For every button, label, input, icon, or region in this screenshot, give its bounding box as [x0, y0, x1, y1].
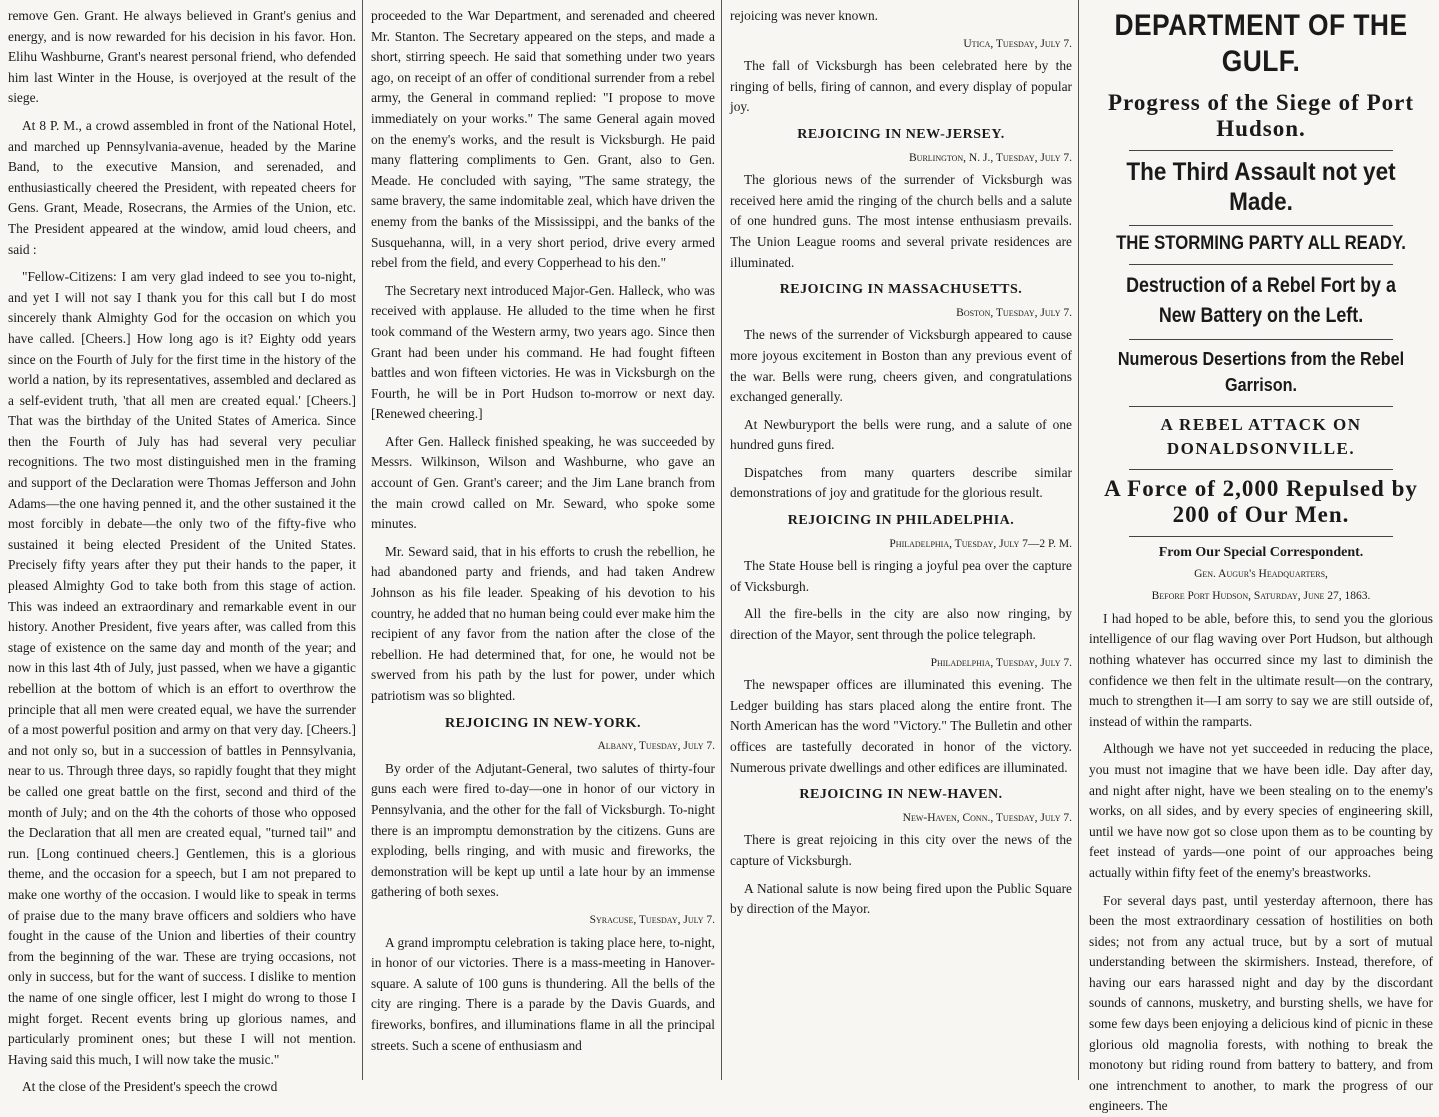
headline: Progress of the Siege of Port Hudson.: [1089, 90, 1433, 142]
article-paragraph: The fall of Vicksburgh has been celebrated here by the ringing of bells, firing of cannon, and every display of popular joy.: [730, 56, 1072, 118]
dateline: Philadelphia, Tuesday, July 7.: [730, 653, 1072, 674]
dateline: Albany, Tuesday, July 7.: [371, 736, 715, 757]
dateline: Before Port Hudson, Saturday, June 27, 1863.: [1089, 586, 1433, 607]
dateline: Burlington, N. J., Tuesday, July 7.: [730, 148, 1072, 169]
article-paragraph: Dispatches from many quarters describe similar demonstrations of joy and gratitude for the glorious result.: [730, 463, 1072, 504]
department-headline: DEPARTMENT OF THE GULF.: [1110, 8, 1413, 80]
article-paragraph: At the close of the President's speech the crowd: [8, 1077, 356, 1098]
headline-divider: [1129, 469, 1393, 470]
article-paragraph: A grand impromptu celebration is taking place here, to-night, in honor of our victories. There is a mass-meeting in Hanover-square. A salute of 100 guns is thundering. All the bells of the city are ringing. There is a parade by the Davis Guards, and fireworks, bonfires, and illuminations flame in all the principal streets. Such a scene of enthusiasm and: [371, 933, 715, 1057]
article-paragraph: The State House bell is ringing a joyful pea over the capture of Vicksburgh.: [730, 556, 1072, 597]
article-paragraph: At 8 P. M., a crowd assembled in front of the National Hotel, and marched up Pennsylvania-avenue, headed by the Marine Band, to the executive Mansion, and serenaded, and enthusiastically cheered the President, with repeated cheers for Gens. Grant, Meade, Rosecrans, the Armies of the Union, etc. The President appeared at the window, amid loud cheers, and said :: [8, 116, 356, 260]
headline: A Force of 2,000 Repulsed by 200 of Our Men.: [1089, 476, 1433, 528]
column-2: [363, 0, 721, 1080]
dateline: Philadelphia, Tuesday, July 7—2 P. M.: [730, 534, 1072, 555]
article-paragraph: rejoicing was never known.: [730, 6, 1072, 27]
dateline: Gen. Augur's Headquarters,: [1089, 564, 1433, 585]
headline: THE STORMING PARTY ALL READY.: [1110, 232, 1413, 256]
section-heading: REJOICING IN NEW-YORK.: [371, 714, 715, 735]
headline-divider: [1129, 339, 1393, 340]
article-paragraph: The news of the surrender of Vicksburgh appeared to cause more joyous excitement in Boston than any previous event of the war. Bells were rung, cheers given, and congratulations exchanged generally.: [730, 325, 1072, 407]
section-heading: REJOICING IN NEW-HAVEN.: [730, 785, 1072, 806]
article-paragraph: At Newburyport the bells were rung, and a salute of one hundred guns fired.: [730, 415, 1072, 456]
article-paragraph: A National salute is now being fired upon the Public Square by direction of the Mayor.: [730, 879, 1072, 920]
article-paragraph: I had hoped to be able, before this, to send you the glorious intelligence of our flag waving over Port Hudson, but although nothing whatever has occurred since my last to diminish the confidence we then felt in the ultimate result—on the contrary, much to strengthen it—I am sorry to say we are still outside of, instead of within the ramparts.: [1089, 609, 1433, 733]
headline-divider: [1129, 150, 1393, 151]
column-3: [722, 0, 1078, 1080]
speech-paragraph: "Fellow-Citizens: I am very glad indeed to see you to-night, and yet I will not say I thank you for this call but I do most sincerely thank Almighty God for the occasion on which you have called. [Cheers.] How long ago is it? Eighty odd years since on the Fourth of July for the first time in the history of the world a nation, by its representatives, assembled and declared as a self-evident truth, 'that all men are created equal.' [Cheers.] That was the birthday of the United States of America. Since then the Fourth of July has had several very peculiar recognitions. The two most distinguished men in the framing and support of the Declaration were Thomas Jefferson and John Adams—the one having penned it, and the other sustained it the most forcibly in debate—the only two of the fifty-five who sustained it being elected President of the United States. Precisely fifty years after they put their hands to the paper, it pleased Almighty God to take both from this stage of action. This was indeed an extraordinary and remarkable event in our history. Another President, five years after, was called from this stage of existence on the same day and month of the year; and now in this last 4th of July, just passed, when we have a gigantic rebellion at the bottom of which is an effort to overthrow the principle that all men were created equal, we have the surrender of a most powerful position and army on that very day. [Cheers.] and not only so, but in a succession of battles in Pennsylvania, near to us. Through three days, so rapidly fought that they might be called one great battle on the first, second and third of the month of July; and on the 4th the cohorts of those who opposed the Declaration that all men are created equal, "turned tail" and run. [Long continued cheers.] Gentlemen, this is a glorious theme, and the occasion for a speech, but I am not prepared to make one worthy of the occasion. I would like to speak in terms of praise due to the many brave officers and soldiers who have fought in the cause of the Union and liberties of their country from the beginning of the war. These are trying occasions, not only in success, but for the want of success. I dislike to mention the name of one single officer, lest I might do wrong to those I might forget. Recent events bring up glorious names, and particularly prominent ones; but these I will not mention. Having said this much, I will now take the music.": [8, 267, 356, 1070]
article-paragraph: proceeded to the War Department, and serenaded and cheered Mr. Stanton. The Secretary appeared on the steps, and made a short, stirring speech. He said that something under two years ago, on receipt of an offer of conditional surrender from a rebel army, the General in command replied: "I propose to move immediately on your works." The same General again moved on the enemy's works, and the result is Vicksburgh. He paid many flattering compliments to Gen. Grant, also to Gen. Meade. He concluded with saying, "The same strategy, the same bravery, the same indomitable zeal, which have driven the enemy from the banks of the Mississippi, and the banks of the Susquehanna, will, in a very short period, drive every armed rebel from the field, and every Copperhead to his den.": [371, 6, 715, 274]
article-paragraph: By order of the Adjutant-General, two salutes of thirty-four guns each were fired to-day—one in honor of our victory in Pennsylvania, and the other for the fall of Vicksburgh. To-night there is an impromptu demonstration by the citizens. Guns are exploding, bells ringing, and with music and fireworks, the demonstration will be kept up until a late hour by an immense gathering of both sexes.: [371, 759, 715, 903]
column-1: [0, 0, 362, 1080]
dateline: Syracuse, Tuesday, July 7.: [371, 910, 715, 931]
headline-divider: [1129, 225, 1393, 226]
column-4: [1079, 0, 1439, 1080]
article-paragraph: There is great rejoicing in this city over the news of the capture of Vicksburgh.: [730, 830, 1072, 871]
article-paragraph: Mr. Seward said, that in his efforts to crush the rebellion, he had abandoned party and friends, and had taken Andrew Johnson as his file leader. Speaking of his devotion to his country, he added that no human being could ever make him the recipient of any favor from the nation after the close of the rebellion. He had determined that, for one, he would not be swerved from his path by the lust for power, under which patriotism was so blighted.: [371, 542, 715, 707]
article-paragraph: All the fire-bells in the city are also now ringing, by direction of the Mayor, sent through the police telegraph.: [730, 604, 1072, 645]
dateline: New-Haven, Conn., Tuesday, July 7.: [730, 808, 1072, 829]
headline-divider: [1129, 536, 1393, 537]
dateline: Utica, Tuesday, July 7.: [730, 34, 1072, 55]
dateline: Boston, Tuesday, July 7.: [730, 303, 1072, 324]
headline-divider: [1129, 406, 1393, 407]
article-paragraph: For several days past, until yesterday afternoon, there has been the most extraordinary cessation of hostilities on both sides; not from any actual truce, but by a sort of mutual understanding between the skirmishers. Instead, therefore, of having our ears harassed night and day by the discordant sounds of cannons, musketry, and bursting shells, we have for some few days been enjoying a delicious kind of picnic in these glorious old magnolia forests, with nothing to break the monotony but riding round from battery to battery, and from one intrenchment to another, to mark the progress of our engineers. The: [1089, 891, 1433, 1117]
headline-divider: [1129, 264, 1393, 265]
article-paragraph: Although we have not yet succeeded in reducing the place, you must not imagine that we have been idle. Day after day, and night after night, have we been stealing on to the enemy's works, on all sides, and by every species of engineering skill, until we have now got so close upon them as to be counting by feet instead of yards—one point of our approaches being actually within fifty feet of the enemy's breastworks.: [1089, 739, 1433, 883]
article-paragraph: After Gen. Halleck finished speaking, he was succeeded by Messrs. Wilkinson, Wilson and Washburne, who gave an account of Gen. Grant's career; and the Jim Lane branch from the main crowd called on Mr. Seward, who spoke some minutes.: [371, 432, 715, 535]
article-paragraph: The glorious news of the surrender of Vicksburgh was received here amid the ringing of the church bells and a salute of one hundred guns. The most intense enthusiasm prevails. The Union League rooms and several private residences are illuminated.: [730, 170, 1072, 273]
headline: A REBEL ATTACK ON DONALDSONVILLE.: [1089, 413, 1433, 461]
headline: Numerous Desertions from the Rebel Garrison.: [1106, 346, 1416, 398]
section-heading: REJOICING IN NEW-JERSEY.: [730, 125, 1072, 146]
headline: The Third Assault not yet Made.: [1106, 157, 1416, 217]
byline: From Our Special Correspondent.: [1089, 543, 1433, 564]
article-paragraph: The newspaper offices are illuminated this evening. The Ledger building has stars placed along the entire front. The North American has the word "Victory." The Bulletin and other offices are tastefully decorated in honor of the victory. Numerous private dwellings and other edifices are illuminated.: [730, 675, 1072, 778]
section-heading: REJOICING IN PHILADELPHIA.: [730, 511, 1072, 532]
headline: Destruction of a Rebel Fort by a New Battery on the Left.: [1115, 271, 1407, 331]
article-paragraph: remove Gen. Grant. He always believed in Grant's genius and energy, and is now rewarded for his decision in his favor. Hon. Elihu Washburne, Grant's nearest personal friend, who defended him last Winter in the House, is overjoyed at the result of the siege.: [8, 6, 356, 109]
section-heading: REJOICING IN MASSACHUSETTS.: [730, 280, 1072, 301]
article-paragraph: The Secretary next introduced Major-Gen. Halleck, who was received with applause. He alluded to the time when he first took command of the Western army, two years ago. Since then Grant had been under his command. He had fought fifteen battles and won fifteen victories. He was in Vicksburgh on the Fourth, he will be in Port Hudson to-morrow or next day. [Renewed cheering.]: [371, 281, 715, 425]
